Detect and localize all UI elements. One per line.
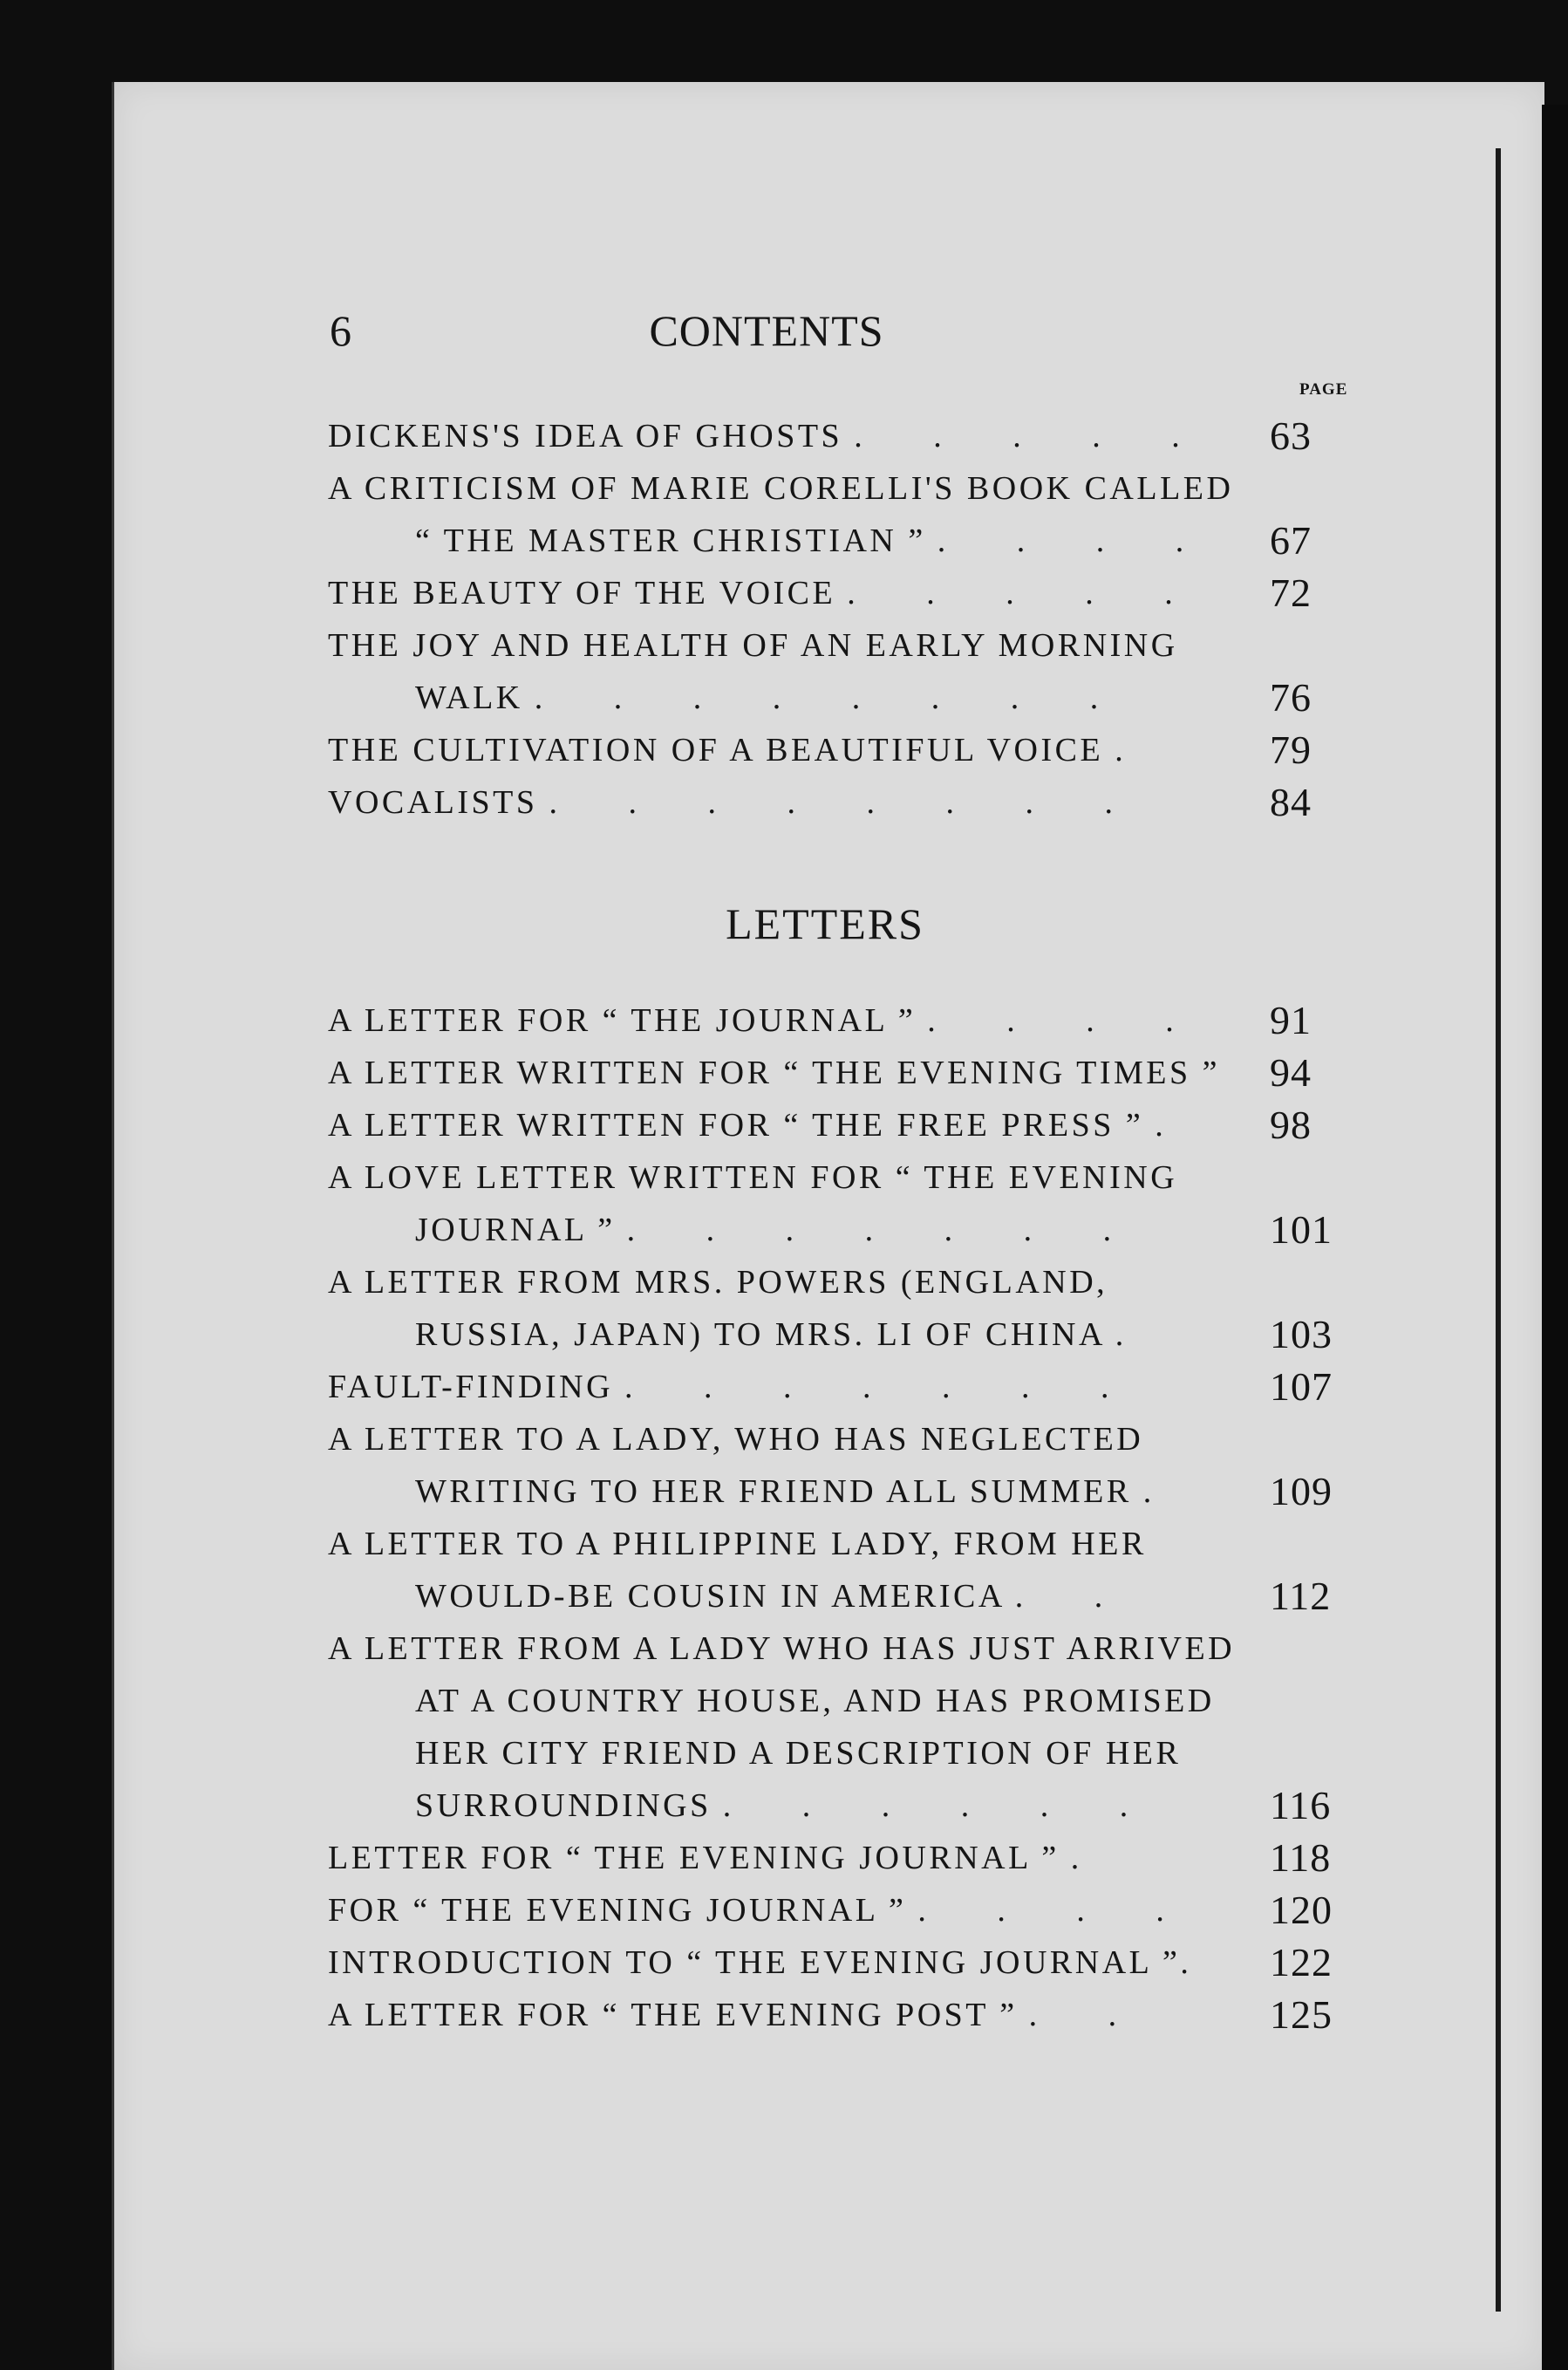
toc-page-number: 98 [1270, 1103, 1312, 1147]
toc-entry-title-line [328, 1047, 1374, 1099]
toc-page-number: 67 [1270, 518, 1312, 563]
toc-entry-title-line [328, 724, 1374, 776]
toc-entry-title-line [328, 1779, 1374, 1832]
toc-page-number: 112 [1270, 1574, 1332, 1618]
toc-page-number: 109 [1270, 1469, 1333, 1513]
toc-entry [328, 1518, 1374, 1622]
dot-leader: . [1115, 732, 1155, 768]
toc-entry-title-line [328, 567, 1374, 619]
toc-entry-text: A CRITICISM OF MARIE CORELLI'S BOOK CALLED [328, 470, 1234, 507]
toc-entry [328, 1047, 1374, 1099]
dot-leader: . . . . . . . [624, 1369, 1141, 1405]
dot-leader: . [1070, 1840, 1111, 1876]
toc-entry [328, 619, 1374, 724]
toc-entry-title-line [328, 1308, 1374, 1361]
letters-section-title: LETTERS [726, 899, 924, 948]
toc-entry-text: A LOVE LETTER WRITTEN FOR “ THE EVENING [328, 1159, 1178, 1196]
toc-entry-text: WOULD-BE COUSIN IN AMERICA [415, 1578, 1004, 1615]
toc-entry-text: FAULT-FINDING [328, 1369, 614, 1405]
dot-leader: . [1142, 1473, 1183, 1510]
toc-entry-title-line [328, 672, 1374, 724]
toc-entry-text: “ THE MASTER CHRISTIAN ” [415, 522, 926, 559]
toc-entry [328, 1151, 1374, 1256]
toc-entry-title-line [328, 462, 1374, 515]
dot-leader: . . . . . . . . [549, 784, 1145, 821]
toc-entry-text: INTRODUCTION TO “ THE EVENING JOURNAL ”. [328, 1944, 1192, 1981]
dot-leader: . . . . [927, 1002, 1205, 1039]
toc-entry-title-line [328, 410, 1374, 462]
toc-entry-title-line [328, 1622, 1374, 1675]
toc-entry-title-line [328, 994, 1374, 1047]
toc-entry-title-line [328, 1936, 1374, 1989]
letters-list [328, 994, 1374, 2041]
toc-entry-text: FOR “ THE EVENING JOURNAL ” [328, 1892, 907, 1929]
toc-entry-title-line [328, 1989, 1374, 2041]
toc-entry-title-line [328, 1465, 1374, 1518]
toc-entry-text: AT A COUNTRY HOUSE, AND HAS PROMISED [415, 1683, 1215, 1719]
toc-page-number: 122 [1270, 1940, 1333, 1984]
dot-leader: . . . . [937, 522, 1216, 559]
toc-entry-title-line [328, 1413, 1374, 1465]
toc-page-number: 103 [1270, 1312, 1333, 1356]
dot-leader: . . [1028, 1997, 1149, 2033]
toc-page-number: 91 [1270, 998, 1312, 1042]
toc-page-number: 107 [1270, 1364, 1333, 1409]
toc-entry-text: DICKENS'S IDEA OF GHOSTS [328, 418, 843, 454]
scan-border [1542, 105, 1568, 2370]
toc-page-number: 94 [1270, 1050, 1312, 1095]
toc-entry [328, 410, 1374, 462]
page-column-label: PAGE [1299, 380, 1348, 399]
toc-entry-text: THE CULTIVATION OF A BEAUTIFUL VOICE [328, 732, 1104, 768]
toc-entry [328, 1936, 1374, 1989]
toc-entry-title-line [328, 1727, 1374, 1779]
toc-entry-text: THE JOY AND HEALTH OF AN EARLY MORNING [328, 627, 1178, 664]
toc-entry-text: A LETTER TO A PHILIPPINE LADY, FROM HER [328, 1526, 1147, 1562]
toc-entry [328, 1413, 1374, 1518]
contents-list [328, 410, 1374, 829]
dot-leader: . [1115, 1316, 1156, 1353]
page-title: CONTENTS [649, 306, 884, 355]
toc-entry-title-line [328, 1151, 1374, 1204]
toc-entry-title-line [328, 515, 1374, 567]
toc-page-number: 101 [1270, 1207, 1333, 1252]
toc-entry [328, 776, 1374, 829]
toc-entry-text: A LETTER FOR “ THE EVENING POST ” [328, 1997, 1018, 2033]
toc-entry [328, 994, 1374, 1047]
toc-entry-title-line [328, 1832, 1374, 1884]
toc-page-number: 84 [1270, 780, 1312, 824]
toc-entry-text: WALK [415, 680, 523, 716]
toc-entry-title-line [328, 1256, 1374, 1308]
dot-leader: . . . . . . [722, 1787, 1160, 1824]
dot-leader: . [1155, 1107, 1195, 1144]
toc-page-number: 72 [1270, 570, 1312, 615]
toc-entry-text: SURROUNDINGS [415, 1787, 712, 1824]
toc-entry [328, 1256, 1374, 1361]
toc-entry-text: LETTER FOR “ THE EVENING JOURNAL ” [328, 1840, 1060, 1876]
toc-entry-text: A LETTER TO A LADY, WHO HAS NEGLECTED [328, 1421, 1144, 1458]
dot-leader: . . . . . [854, 418, 1211, 454]
toc-entry [328, 1832, 1374, 1884]
page-edge-rule [1496, 148, 1501, 2312]
toc-entry-text: A LETTER WRITTEN FOR “ THE FREE PRESS ” [328, 1107, 1144, 1144]
toc-entry-text: A LETTER FOR “ THE JOURNAL ” [328, 1002, 917, 1039]
toc-page-number: 63 [1270, 413, 1312, 458]
toc-entry-text: JOURNAL ” [415, 1212, 616, 1248]
toc-page-number: 125 [1270, 1992, 1333, 2037]
toc-entry-title-line [328, 1518, 1374, 1570]
toc-entry-text: RUSSIA, JAPAN) TO MRS. LI OF CHINA [415, 1316, 1104, 1353]
toc-entry-text: THE BEAUTY OF THE VOICE [328, 575, 836, 611]
toc-page-number: 116 [1270, 1783, 1332, 1827]
dot-leader: . . . . . [847, 575, 1204, 611]
toc-entry-text: A LETTER FROM MRS. POWERS (ENGLAND, [328, 1264, 1108, 1301]
toc-entry-title-line [328, 776, 1374, 829]
toc-entry [328, 1361, 1374, 1413]
dot-leader: . . [1014, 1578, 1135, 1615]
toc-page-number: 118 [1270, 1835, 1332, 1880]
toc-page-number: 120 [1270, 1888, 1333, 1932]
toc-page-number: 76 [1270, 675, 1312, 720]
toc-entry-text: A LETTER WRITTEN FOR “ THE EVENING TIMES ” [328, 1055, 1221, 1091]
toc-entry-text: VOCALISTS [328, 784, 538, 821]
table-of-contents [328, 410, 1374, 2041]
toc-entry-title-line [328, 1099, 1374, 1151]
toc-entry [328, 1884, 1374, 1936]
toc-page-number: 79 [1270, 727, 1312, 772]
dot-leader: . . . . . . . [626, 1212, 1143, 1248]
toc-entry [328, 462, 1374, 567]
toc-entry-title-line [328, 1570, 1374, 1622]
dot-leader: . . . . . . . . [534, 680, 1130, 716]
toc-entry [328, 1989, 1374, 2041]
toc-entry-title-line [328, 1361, 1374, 1413]
toc-entry-text: HER CITY FRIEND A DESCRIPTION OF HER [415, 1735, 1182, 1772]
toc-entry [328, 567, 1374, 619]
toc-entry-title-line [328, 1204, 1374, 1256]
toc-entry [328, 1099, 1374, 1151]
toc-entry-text: A LETTER FROM A LADY WHO HAS JUST ARRIVED [328, 1630, 1236, 1667]
toc-entry-title-line [328, 1675, 1374, 1727]
toc-entry [328, 1622, 1374, 1832]
toc-entry [328, 724, 1374, 776]
page-number: 6 [330, 306, 351, 355]
dot-leader: . . . . [917, 1892, 1196, 1929]
toc-entry-title-line [328, 1884, 1374, 1936]
toc-entry-text: WRITING TO HER FRIEND ALL SUMMER [415, 1473, 1132, 1510]
toc-entry-title-line [328, 619, 1374, 672]
